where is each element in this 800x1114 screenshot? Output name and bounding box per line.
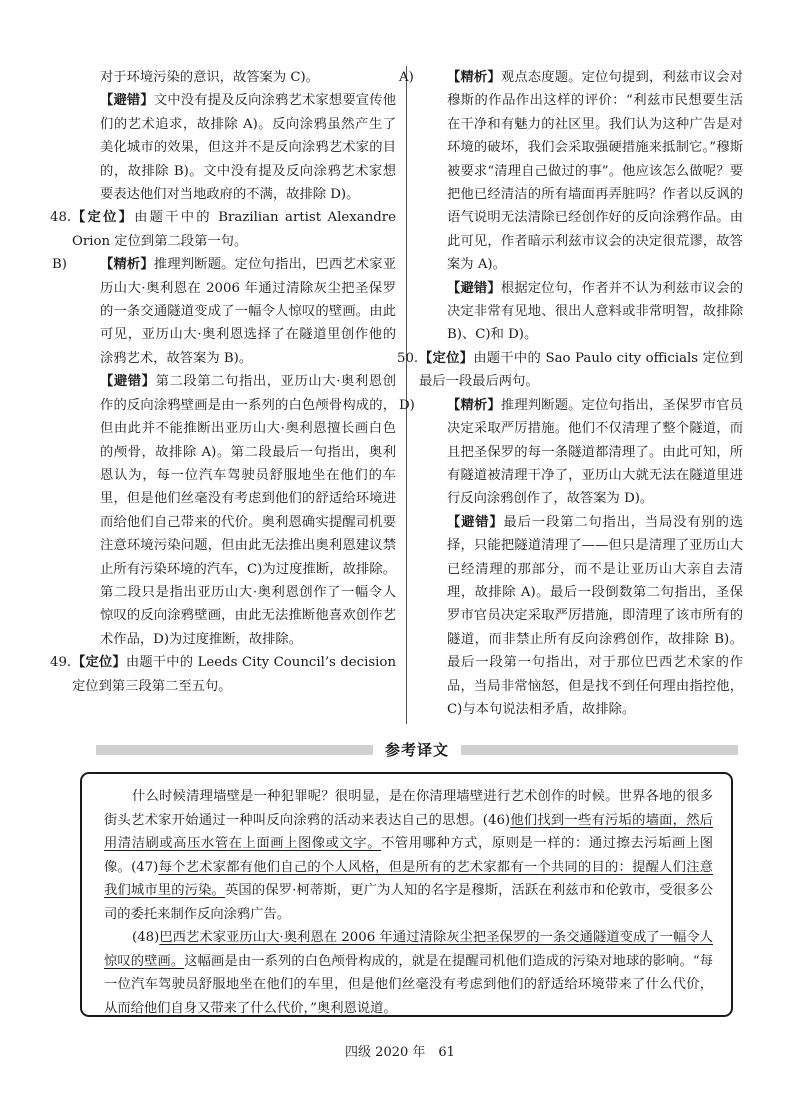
answer-paragraph <box>419 511 743 722</box>
paragraph-label: 【定位】 <box>72 210 135 226</box>
question-number: D) <box>399 397 415 413</box>
sentence-number: (47) <box>131 859 159 875</box>
sentence-number: (46) <box>482 812 511 828</box>
translation-text: 不管用哪种方式，原则是一样的：通过擦去污垢画上图像。 <box>104 836 714 875</box>
answer-paragraph <box>419 277 743 347</box>
translation-box <box>80 772 733 1017</box>
answer-paragraph <box>72 89 396 206</box>
answer-paragraph <box>52 253 397 370</box>
paragraph-text: 由题干中的 Leeds City Council’s decision 定位到第三段第二至五句。 <box>72 655 397 694</box>
underlined-sentence: 他们找到一些有污垢的墙面，然后用清洁刷或高压水管在上面画上图像或文字。 <box>104 812 714 851</box>
question-number: 49. <box>50 655 72 671</box>
paragraph-label: 【定位】 <box>72 655 126 671</box>
question-number: 48. <box>50 210 72 226</box>
paragraph-label: 【定位】 <box>419 350 474 366</box>
answer-paragraph <box>399 394 744 511</box>
paragraph-label: 【避错】 <box>447 280 501 296</box>
paragraph-text: 由题干中的 Brazilian artist Alexandre Orion 定位到第二段第一句。 <box>72 210 396 249</box>
right-column <box>397 66 744 721</box>
sentence-number: (48) <box>132 930 160 945</box>
paragraph-text: 对于环境污染的意识，故答案为 C)。 <box>100 70 320 85</box>
translation-paragraph-1 <box>104 785 713 926</box>
translation-text: 这幅画是由一系列的白色颅骨构成的，就是在提醒司机他们造成的污染对地球的影响。“每一位汽车驾驶员舒服地坐在他们的车里，但是他们丝毫没有考虑到他们的舒适给环境带来了什么代价，从而给他们自身又带来了什么代价，”奥利恩说道。 <box>104 953 714 1016</box>
section-header <box>96 739 738 761</box>
underlined-sentence: 巴西艺术家亚历山大·奥利恩在 2006 年通过清除灰尘把圣保罗的一条交通隧道变成了一幅令人惊叹的壁画。 <box>104 930 713 969</box>
paragraph-text: 推理判断题。定位句指出，巴西艺术家亚历山大·奥利恩在 2006 年通过清除灰尘把圣保罗的一条交通隧道变成了一幅令人惊叹的壁画。由此可见，亚历山大·奥利恩选择了在隧道里创作他的涂鸦艺术，故答案为 B)。 <box>100 257 397 366</box>
answer-paragraph <box>72 66 396 89</box>
paragraph-text: 推理判断题。定位句指出，圣保罗市官员决定采取严厉措施。他们不仅清理了整个隧道，而且把圣保罗的每一条隧道都清理了。由此可知，所有隧道被清理干净了，亚历山大就无法在隧道里进行反向涂鸦创作了，故答案为 D)。 <box>447 397 744 507</box>
paragraph-text: 根据定位句，作者并不认为利兹市议会的决定非常有见地、很出人意料或非常明智，故排除 B)、C)和 D)。 <box>447 280 744 343</box>
answer-paragraph <box>72 370 396 651</box>
paragraph-text: 观点态度题。定位句提到，利兹市议会对穆斯的作品作出这样的评价：“利兹市民想要生活在干净和有魅力的社区里。我们认为这种广告是对环境的破坏，我们会采取强硬措施来抵制它。”穆斯被要求“清理自己做过的事”。他应该怎么做呢？要把他已经清洁的所有墙面再弄脏吗？作者以反讽的语气说明无法清除已经创作好的反向涂鸦作品。由此可见，作者暗示利兹市议会的决定很荒谬，故答案为 A)。 <box>447 70 744 273</box>
answer-paragraph <box>50 651 397 698</box>
question-number: 50. <box>397 350 419 366</box>
paragraph-label: 【避错】 <box>100 374 156 390</box>
question-number: B) <box>52 257 67 273</box>
section-title: 参考译文 <box>373 739 461 761</box>
question-number: A) <box>399 70 414 85</box>
paragraph-label: 【避错】 <box>100 93 154 109</box>
underlined-sentence: 每个艺术家都有他们自己的个人风格，但是所有的艺术家都有一个共同的目的：提醒人们注意我们城市里的污染。 <box>104 859 714 898</box>
translation-text: 英国的保罗·柯蒂斯，更广为人知的名字是穆斯，活跃在利兹市和伦敦市，受很多公司的委托来制作反向涂鸦广告。 <box>104 883 713 922</box>
paragraph-label: 【精析】 <box>447 397 501 413</box>
paragraph-label: 【精析】 <box>447 70 501 85</box>
paragraph-label: 【精析】 <box>100 257 154 273</box>
paragraph-text: 文中没有提及反向涂鸦艺术家想要宣传他们的艺术追求，故排除 A)。反向涂鸦虽然产生了美化城市的效果，但这并不是反向涂鸦艺术家的目的，故排除 B)。文中没有提及反向涂鸦艺术家想要表达他们对当地政府的不满，故排除 D)。 <box>100 93 397 203</box>
paragraph-text: 由题干中的 Sao Paulo city officials 定位到最后一段最后两句。 <box>419 350 743 390</box>
answer-paragraph <box>397 347 743 394</box>
page-footer: 四级 2020 年 61 <box>345 1045 455 1060</box>
translation-text: 什么时候清理墙壁是一种犯罪呢？很明显，是在你清理墙壁进行艺术创作的时候。世界各地的很多街头艺术家开始通过一种叫反向涂鸦的活动来表达自己的思想。 <box>104 789 713 828</box>
answer-paragraph <box>50 206 396 253</box>
left-column <box>50 66 397 698</box>
paragraph-text: 最后一段第二句指出，当局没有别的选择，只能把隧道清理了——但只是清理了亚历山大已经清理的那部分，而不是让亚历山大亲自去清理，故排除 A)。最后一段倒数第二句指出，圣保罗市官员决定采取严厉措施，即清理了该市所有的隧道，而非禁止所有反向涂鸦创作，故排除 B)。最后一段第一句指出，对于那位巴西艺术家的作品，当局非常恼怒，但是找不到任何理由指控他，C)与本句说法相矛盾，故排除。 <box>447 514 744 717</box>
translation-paragraph-2 <box>104 926 713 1020</box>
paragraph-text: 第二段第二句指出，亚历山大·奥利恩创作的反向涂鸦壁画是由一系列的白色颅骨构成的，但由此并不能推断出亚历山大·奥利恩擅长画白色的颅骨，故排除 A)。第二段最后一句指出，奥利恩认为，每一位汽车驾驶员舒服地坐在他们的车里，但是他们丝毫没有考虑到他们的舒适给环境进而给他们自己带来的代价。奥利恩确实提醒司机要注意环境污染问题，但由此无法推出奥利恩建议禁止所有污染环境的汽车，C)为过度推断，故排除。第二段只是指出亚历山大·奥利恩创作了一幅令人惊叹的反向涂鸦壁画，由此无法推断他喜欢创作艺术作品，D)为过度推断，故排除。 <box>100 374 396 647</box>
paragraph-label: 【避错】 <box>447 514 504 530</box>
answer-paragraph <box>399 66 744 277</box>
